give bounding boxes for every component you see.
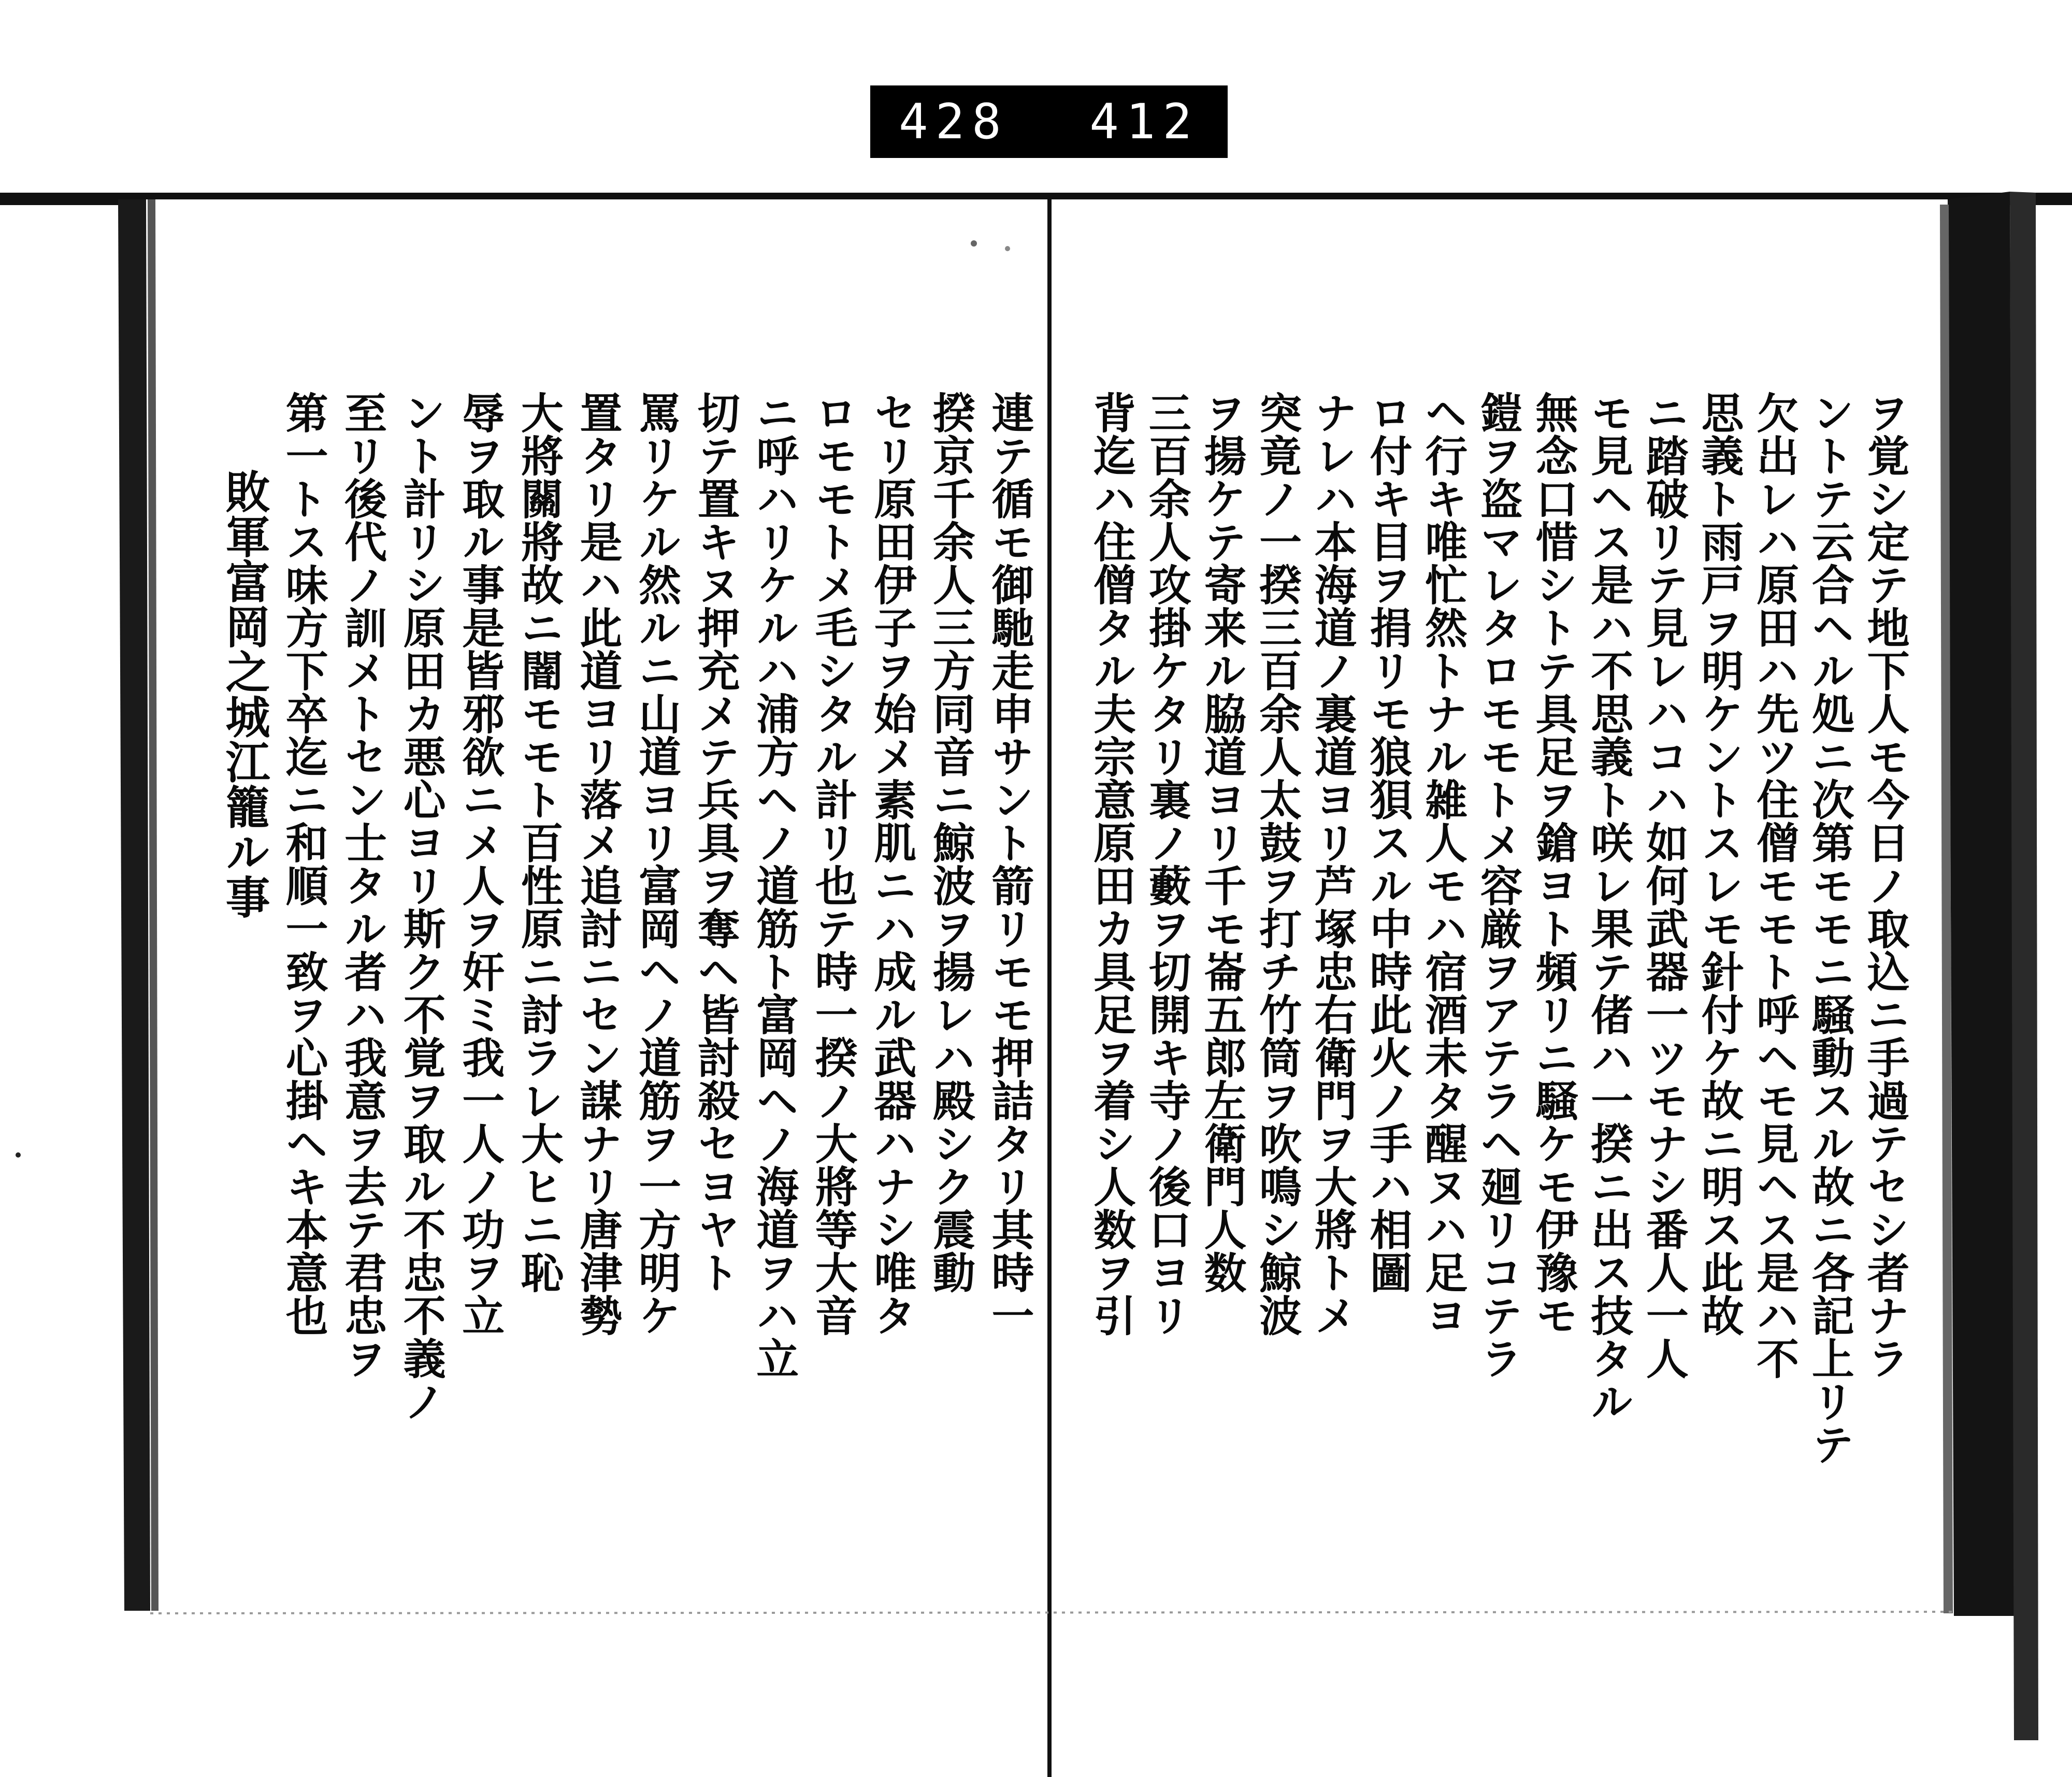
text-column: ニ踏破リテ見レハコハ如何武器一ツモナシ番人一人 bbox=[1639, 391, 1689, 1380]
text-column: ヘ行キ唯忙然トナル雑人モハ宿酒未タ醒ヌハ足ヨ bbox=[1418, 391, 1468, 1337]
text-column: 連テ循モ御馳走申サント箭リモモ押詰タリ其時一 bbox=[985, 391, 1034, 1337]
text-column: 背迄ハ住僧タル夫宗意原田カ具足ヲ着シ人数ヲ引 bbox=[1086, 391, 1136, 1337]
frame-number-label bbox=[870, 85, 1228, 158]
text-column: 第一トス味方下卒迄ニ和順一致ヲ心掛ヘキ本意也 bbox=[279, 391, 329, 1337]
text-column: 辱ヲ取ル事是皆邪欲ニメ人ヲ奸ミ我一人ノ功ヲ立 bbox=[455, 391, 505, 1337]
left-page bbox=[207, 391, 1034, 1587]
right-book-edge bbox=[1948, 192, 2015, 1616]
center-gutter bbox=[1047, 199, 1052, 1777]
right-page bbox=[1077, 391, 1910, 1587]
section-heading: 敗軍富岡之城江籠ル事 bbox=[218, 469, 270, 919]
frame-number-left: 428 bbox=[899, 93, 1009, 150]
left-book-edge bbox=[118, 199, 150, 1611]
text-column: 切テ置キヌ押充メテ兵具ヲ奪ヘ皆討殺セヨヤト bbox=[690, 391, 741, 1294]
text-column: ントテ云合ヘル処ニ次第モモニ騒動スル故ニ各記上リテ bbox=[1805, 391, 1855, 1466]
text-column: ント計リシ原田カ悪心ヨリ斯ク不覚ヲ取ル不忠不義ノ bbox=[396, 391, 447, 1423]
text-column: ロモモトメ毛シタル計リ也テ時一揆ノ大將等大音 bbox=[808, 391, 858, 1337]
text-column: 大將關將故ニ闇モモト百性原ニ討ラレ大ヒニ恥 bbox=[514, 391, 564, 1294]
text-column: 欠出レハ原田ハ先ツ住僧モモト呼ヘモ見ヘス是ハ不 bbox=[1749, 391, 1800, 1380]
text-column: ヲ揚ケテ寄来ル脇道ヨリ千モ崙五郎左衛門人数 bbox=[1197, 391, 1247, 1294]
text-column: 突竟ノ一揆三百余人太鼓ヲ打チ竹筒ヲ吹鳴シ鯨波 bbox=[1252, 391, 1302, 1337]
text-column: ヲ覚シ定テ地下人モ今日ノ取込ニ手過テセシ者ナラ bbox=[1860, 391, 1910, 1380]
text-column: 揆京千余人三方同音ニ鯨波ヲ揚レハ殿シク震動 bbox=[926, 391, 976, 1294]
text-column: 三百余人攻掛ケタリ裏ノ藪ヲ切開キ寺ノ後口ヨリ bbox=[1142, 391, 1192, 1337]
text-column: ニ呼ハリケルハ浦方ヘノ道筋ト富岡ヘノ海道ヲハ立 bbox=[749, 391, 799, 1380]
text-column: 思義ト雨戸ヲ明ケントスレモ針付ケ故ニ明ス此故 bbox=[1694, 391, 1744, 1337]
text-column: 罵リケル然ルニ山道ヨリ富岡ヘノ道筋ヲ一方明ケ bbox=[631, 391, 682, 1337]
text-column: 鎧ヲ盗マレタロモモトメ容厳ヲアテラヘ廻リコテラ bbox=[1473, 391, 1523, 1380]
right-page-columns bbox=[1077, 391, 1910, 1587]
text-column: ナレハ本海道ノ裏道ヨリ芦塚忠右衛門ヲ大將トメ bbox=[1307, 391, 1358, 1337]
text-column: モ見ヘス是ハ不思義ト咲レ果テ偖ハ一揆ニ出ス技タル bbox=[1584, 391, 1634, 1423]
left-page-columns bbox=[207, 391, 1034, 1587]
frame-number-right: 412 bbox=[1089, 93, 1199, 150]
text-column: ロ付キ目ヲ捐リモ狼狽スル中時此火ノ手ハ相圖 bbox=[1362, 391, 1413, 1294]
text-column: 無念口惜シトテ具足ヲ鎗ヨト頻リニ騒ケモ伊豫モ bbox=[1528, 391, 1578, 1337]
text-column: 至リ後代ノ訓メトセン士タル者ハ我意ヲ去テ君忠ヲ bbox=[337, 391, 387, 1380]
text-column: セリ原田伊子ヲ始メ素肌ニハ成ル武器ハナシ唯タ bbox=[867, 391, 917, 1337]
text-column: 置タリ是ハ此道ヨリ落メ追討ニセン謀ナリ唐津勢 bbox=[572, 391, 623, 1337]
